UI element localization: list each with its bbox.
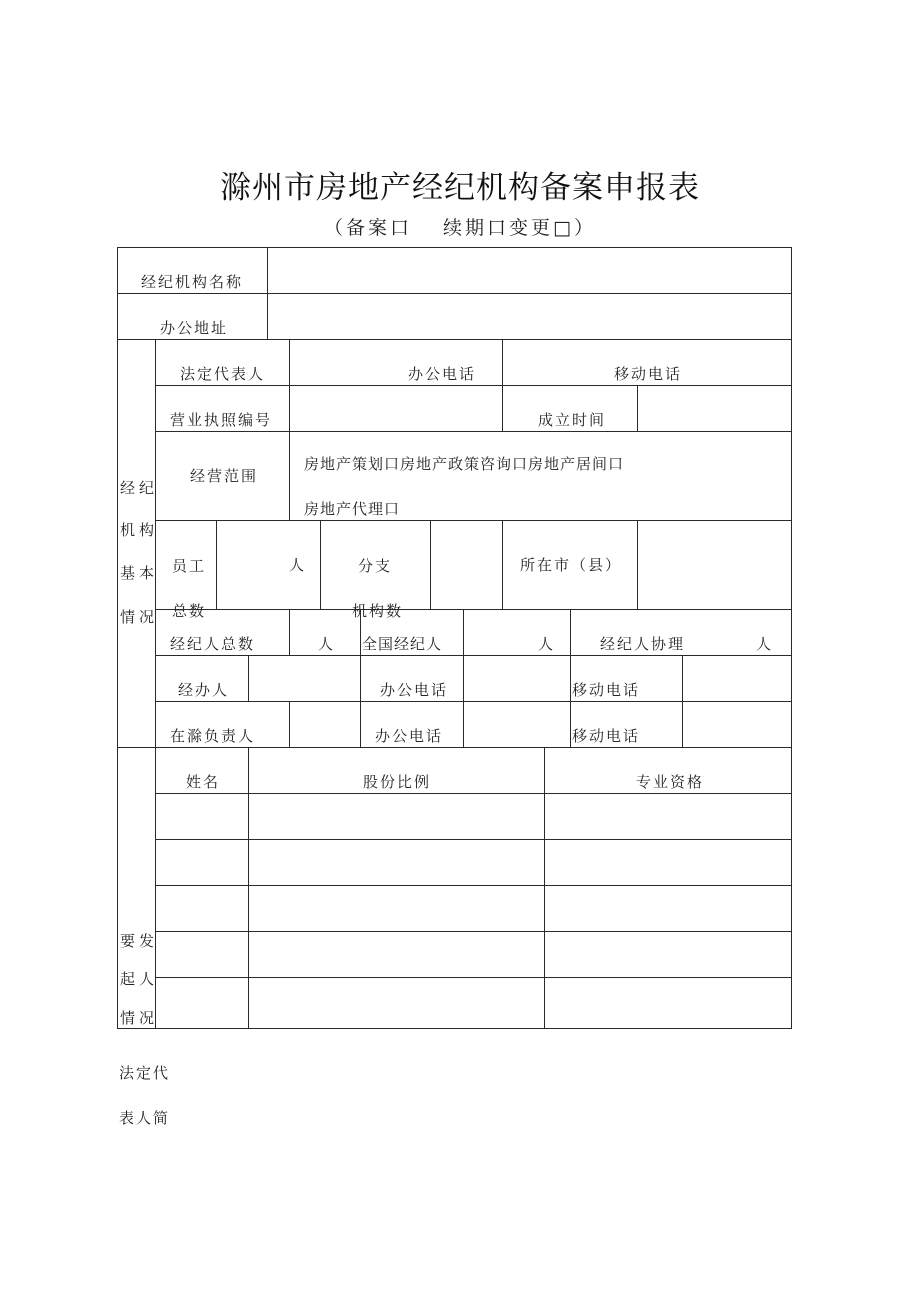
legal-rep-bio-label-line2: 表人简 xyxy=(119,1109,171,1127)
manager-mobile-phone-label: 移动电话 xyxy=(572,727,641,745)
founder-share-header: 股份比例 xyxy=(363,773,432,791)
business-scope-options-line1[interactable]: 房地产策划口房地产政策咨询口房地产居间口 xyxy=(304,455,625,473)
manager-office-phone-value[interactable] xyxy=(466,704,567,744)
form-subtitle: （备案口 续期口变更□） xyxy=(324,217,596,239)
license-no-label: 营业执照编号 xyxy=(170,411,273,429)
founder-name-cell[interactable] xyxy=(158,842,245,882)
city-county-label: 所在市（县） xyxy=(520,556,623,574)
established-value[interactable] xyxy=(640,388,788,428)
handler-mobile-phone-label: 移动电话 xyxy=(572,681,641,699)
founder-qualification-cell[interactable] xyxy=(547,980,788,1025)
legal-rep-label: 法定代表人 xyxy=(180,365,266,383)
manager-mobile-phone-value[interactable] xyxy=(685,704,788,744)
broker-total-label: 经纪人总数 xyxy=(170,635,256,653)
broker-assistant-label: 经纪人协理 xyxy=(600,635,686,653)
founder-share-cell[interactable] xyxy=(251,980,541,1025)
founder-qualification-cell[interactable] xyxy=(547,842,788,882)
business-scope-label: 经营范围 xyxy=(190,467,259,485)
legal-rep-bio-label-line1: 法定代 xyxy=(119,1064,171,1082)
local-manager-label: 在滁负责人 xyxy=(170,727,256,745)
agency-name-label: 经纪机构名称 xyxy=(141,273,244,291)
handler-label: 经办人 xyxy=(178,681,230,699)
office-phone-label: 办公电话 xyxy=(408,365,477,383)
office-address-value[interactable] xyxy=(270,296,788,336)
founder-share-cell[interactable] xyxy=(251,842,541,882)
office-address-label: 办公地址 xyxy=(160,319,229,337)
branch-count-label: 分支 机构数 xyxy=(352,557,404,620)
broker-total-unit: 人 xyxy=(318,635,336,653)
founder-share-cell[interactable] xyxy=(251,796,541,836)
local-manager-value[interactable] xyxy=(292,704,357,744)
founder-share-cell[interactable] xyxy=(251,888,541,928)
handler-office-phone-label: 办公电话 xyxy=(380,681,449,699)
mobile-phone-label: 移动电话 xyxy=(614,365,683,383)
agency-name-value[interactable] xyxy=(270,250,788,290)
founder-qualification-cell[interactable] xyxy=(547,888,788,928)
form-title: 滁州市房地产经纪机构备案申报表 xyxy=(220,170,700,206)
city-county-value[interactable] xyxy=(640,523,788,606)
founder-share-cell[interactable] xyxy=(251,934,541,974)
license-no-value[interactable] xyxy=(292,388,498,428)
staff-total-label: 员工 总数 xyxy=(172,557,207,620)
established-label: 成立时间 xyxy=(538,411,607,429)
handler-value[interactable] xyxy=(251,658,357,698)
founder-name-cell[interactable] xyxy=(158,888,245,928)
handler-mobile-phone-value[interactable] xyxy=(685,658,788,698)
founder-qualification-header: 专业资格 xyxy=(636,773,705,791)
branch-count-value[interactable] xyxy=(433,523,499,606)
founder-qualification-cell[interactable] xyxy=(547,796,788,836)
broker-assistant-unit: 人 xyxy=(756,635,774,653)
founder-name-cell[interactable] xyxy=(158,980,245,1025)
founder-name-cell[interactable] xyxy=(158,796,245,836)
national-broker-label: 全国经纪人 xyxy=(362,635,443,653)
national-broker-unit: 人 xyxy=(538,635,556,653)
founder-qualification-cell[interactable] xyxy=(547,934,788,974)
staff-total-unit: 人 xyxy=(289,556,307,574)
handler-office-phone-value[interactable] xyxy=(466,658,567,698)
manager-office-phone-label: 办公电话 xyxy=(375,727,444,745)
founder-name-header: 姓名 xyxy=(186,773,221,791)
founder-name-cell[interactable] xyxy=(158,934,245,974)
business-scope-options-line2[interactable]: 房地产代理口 xyxy=(304,500,401,518)
